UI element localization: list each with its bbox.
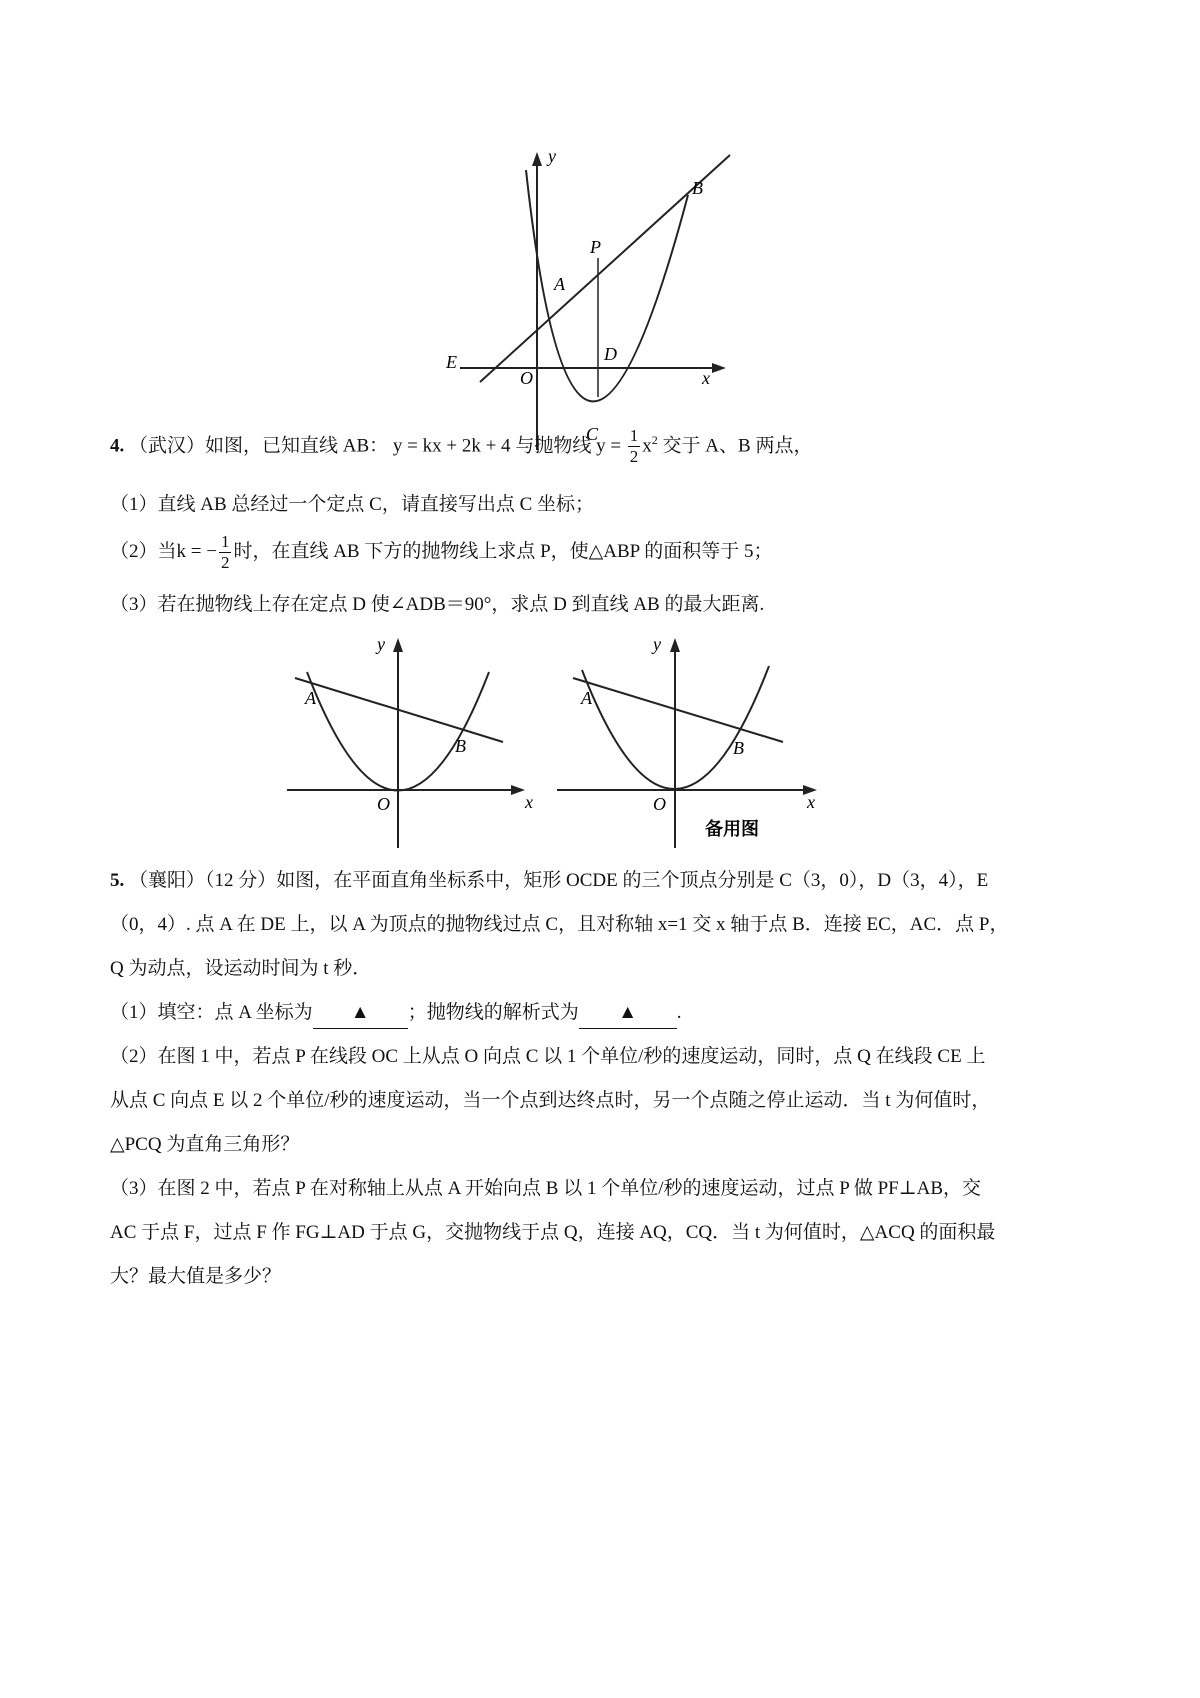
label-a: A xyxy=(554,274,565,294)
q4-part3: （3）若在抛物线上存在定点 D 使∠ADB＝90°，求点 D 到直线 AB 的最大距离. xyxy=(110,594,765,615)
answer-blank-vertex[interactable] xyxy=(313,998,408,1029)
q4-line-equation: y = kx + 2k + 4 xyxy=(392,435,511,457)
label-x: x xyxy=(525,792,533,812)
q5-part2-line1: （2）在图 1 中，若点 P 在线段 OC 上从点 O 向点 C 以 1 个单位/秒的速度运动，同时，点 Q 在线段 CE 上 xyxy=(110,1046,986,1067)
q4-intro-c: 交于 A、B 两点， xyxy=(662,435,813,457)
q4-parabola-x: x xyxy=(642,435,652,457)
blank-mark-icon: ▲ xyxy=(350,1002,370,1023)
q5-part2-line2: 从点 C 向点 E 以 2 个单位/秒的速度运动，当一个点到达终点时，另一个点随之停止运动．当 t 为何值时， xyxy=(110,1090,991,1111)
figure-2-left-diagram xyxy=(285,630,545,850)
q5-line1 xyxy=(110,866,988,896)
q4-number: 4. xyxy=(110,435,125,457)
label-a: A xyxy=(305,688,316,708)
label-o: O xyxy=(520,368,533,388)
parabola xyxy=(526,170,688,401)
label-p: P xyxy=(590,237,601,257)
blank-mark-icon: ▲ xyxy=(618,1002,638,1023)
label-b: B xyxy=(455,736,466,756)
label-o: O xyxy=(377,794,390,814)
label-y: y xyxy=(653,634,661,654)
q4-part2-b: 时，在直线 AB 下方的抛物线上求点 P，使△ABP 的面积等于 5； xyxy=(233,541,773,562)
q5-part3-line2: AC 于点 F，过点 F 作 FG⊥AD 于点 G，交抛物线于点 Q，连接 AQ，CQ．当 t 为何值时，△ACQ 的面积最 xyxy=(110,1222,996,1243)
q5-part2-line3: △PCQ 为直角三角形？ xyxy=(110,1134,300,1155)
label-e: E xyxy=(446,352,457,372)
figure-1-diagram xyxy=(440,150,760,460)
q5-line2: （0，4）. 点 A 在 DE 上，以 A 为顶点的抛物线过点 C，且对称轴 x=1 交 x 轴于点 B．连接 EC，AC．点 P， xyxy=(110,914,1009,935)
label-o: O xyxy=(653,794,666,814)
q4-part2-fraction: $\frac{1}{2}$ xyxy=(220,532,230,573)
q4-part2-k: k = − xyxy=(176,541,217,562)
label-a: A xyxy=(581,688,592,708)
x-axis-arrow xyxy=(712,363,726,373)
q4-parabola-fraction: $\frac{1}{2}$ xyxy=(629,426,639,467)
answer-blank-equation[interactable] xyxy=(579,998,677,1029)
y-axis-arrow xyxy=(670,638,680,652)
q4-intro xyxy=(110,420,812,467)
q4-parabola-exp: 2 xyxy=(651,433,658,447)
line-ab xyxy=(573,678,783,742)
q5-part1-b: ；抛物线的解析式为 xyxy=(407,1002,579,1023)
y-axis-arrow xyxy=(393,638,403,652)
q4-intro-a: （武汉）如图，已知直线 AB： xyxy=(129,435,389,457)
label-d: D xyxy=(604,344,617,364)
x-axis-arrow xyxy=(511,785,525,795)
q5-number: 5. xyxy=(110,870,125,891)
q5-part3-line1: （3）在图 2 中，若点 P 在对称轴上从点 A 开始向点 B 以 1 个单位/秒的速度运动，过点 P 做 PF⊥AB，交 xyxy=(110,1178,981,1199)
q5-text-line1: （襄阳）（12 分）如图，在平面直角坐标系中，矩形 OCDE 的三个顶点分别是 C（3，0），D（3，4），E xyxy=(129,870,989,891)
q4-part1: （1）直线 AB 总经过一个定点 C，请直接写出点 C 坐标； xyxy=(110,494,594,515)
q5-part3-line3: 大？最大值是多少？ xyxy=(110,1266,282,1287)
q5-line3: Q 为动点，设运动时间为 t 秒． xyxy=(110,958,372,979)
label-c: C xyxy=(586,424,599,444)
q4-parabola-y: y = xyxy=(596,435,622,457)
label-y: y xyxy=(548,150,556,166)
figure-caption: 备用图 xyxy=(705,819,759,840)
label-y: y xyxy=(377,634,385,654)
q4-part2-a: （2）当 xyxy=(110,541,177,562)
y-axis-arrow xyxy=(532,152,542,166)
q4-intro-b: 与抛物线 xyxy=(515,435,592,457)
q5-part1-c: . xyxy=(676,1002,682,1023)
figure-2-right-diagram xyxy=(555,630,830,855)
q5-part1 xyxy=(110,998,681,1029)
label-x: x xyxy=(807,792,815,812)
label-b: B xyxy=(692,178,703,198)
label-b: B xyxy=(733,738,744,758)
label-x: x xyxy=(702,368,710,388)
q4-part2 xyxy=(110,532,773,573)
q5-part1-a: （1）填空：点 A 坐标为 xyxy=(110,1002,313,1023)
